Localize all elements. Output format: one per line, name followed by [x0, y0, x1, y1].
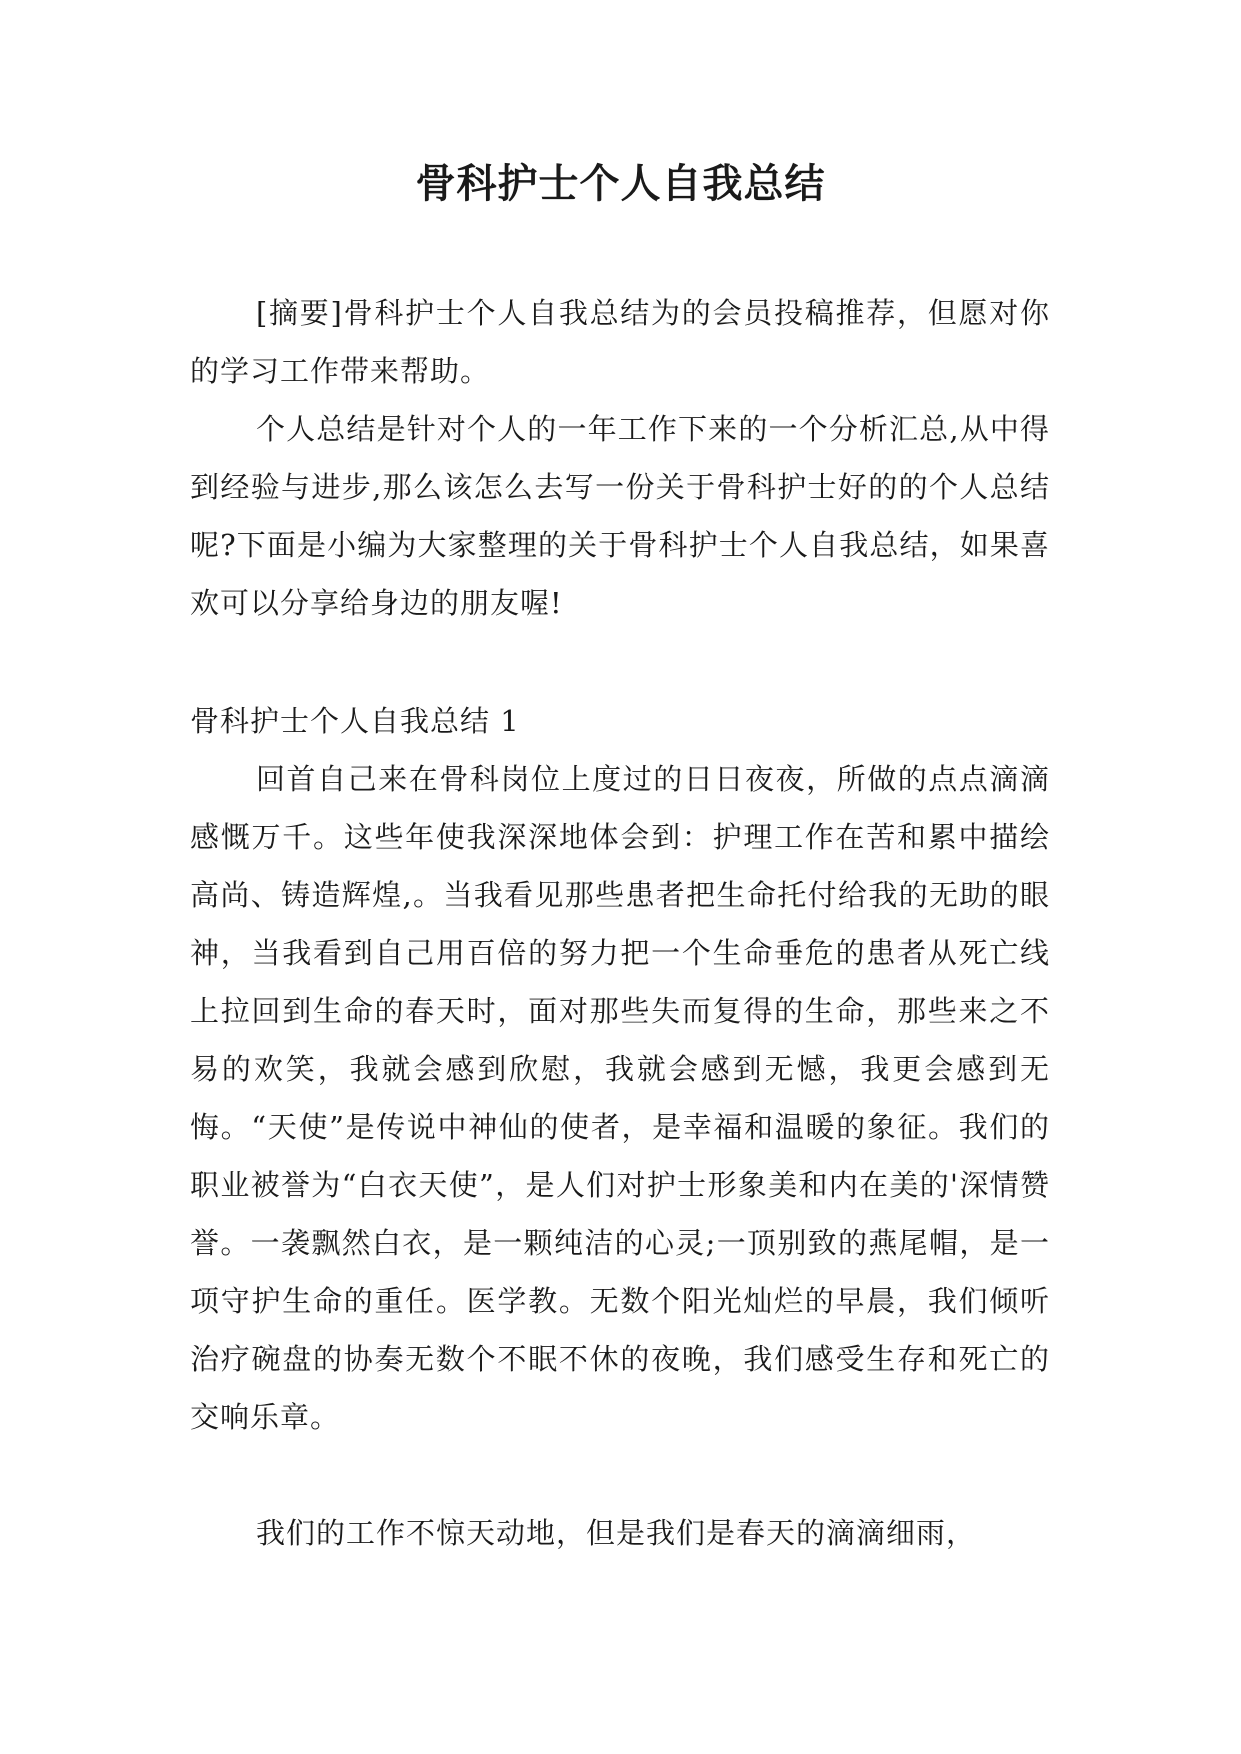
document-title: 骨科护士个人自我总结: [415, 161, 826, 207]
abstract-paragraph: [摘要]骨科护士个人自我总结为的会员投稿推荐，但愿对你的学习工作带来帮助。: [190, 296, 1050, 388]
body-paragraph: 我们的工作不惊天动地，但是我们是春天的滴滴细雨，: [256, 1516, 977, 1550]
body-paragraph: 回首自己来在骨科岗位上度过的日日夜夜，所做的点点滴滴感慨万千。这些年使我深深地体会到：护理工作在苦和累中描绘高尚、铸造辉煌,。当我看见那些患者把生命托付给我的无助的眼神，当我看到自己用百倍的努力把一个生命垂危的患者从死亡线上拉回到生命的春天时，面对那些失而复得的生命，那些来之不易的欢笑，我就会感到欣慰，我就会感到无憾，我更会感到无悔。“天使”是传说中神仙的使者，是幸福和温暖的象征。我们的职业被誉为“白衣天使”，是人们对护士形象美和内在美的'深情赞誉。一袭飘然白衣，是一颗纯洁的心灵;一顶别致的燕尾帽，是一项守护生命的重任。医学教。无数个阳光灿烂的早晨，我们倾听治疗碗盘的协奏无数个不眠不休的夜晚，我们感受生存和死亡的交响乐章。: [190, 762, 1050, 1434]
section-heading: 骨科护士个人自我总结 1: [190, 704, 520, 738]
intro-paragraph: 个人总结是针对个人的一年工作下来的一个分析汇总,从中得到经验与进步,那么该怎么去写一份关于骨科护士好的的个人总结呢?下面是小编为大家整理的关于骨科护士个人自我总结，如果喜欢可以分享给身边的朋友喔!: [190, 412, 1050, 620]
